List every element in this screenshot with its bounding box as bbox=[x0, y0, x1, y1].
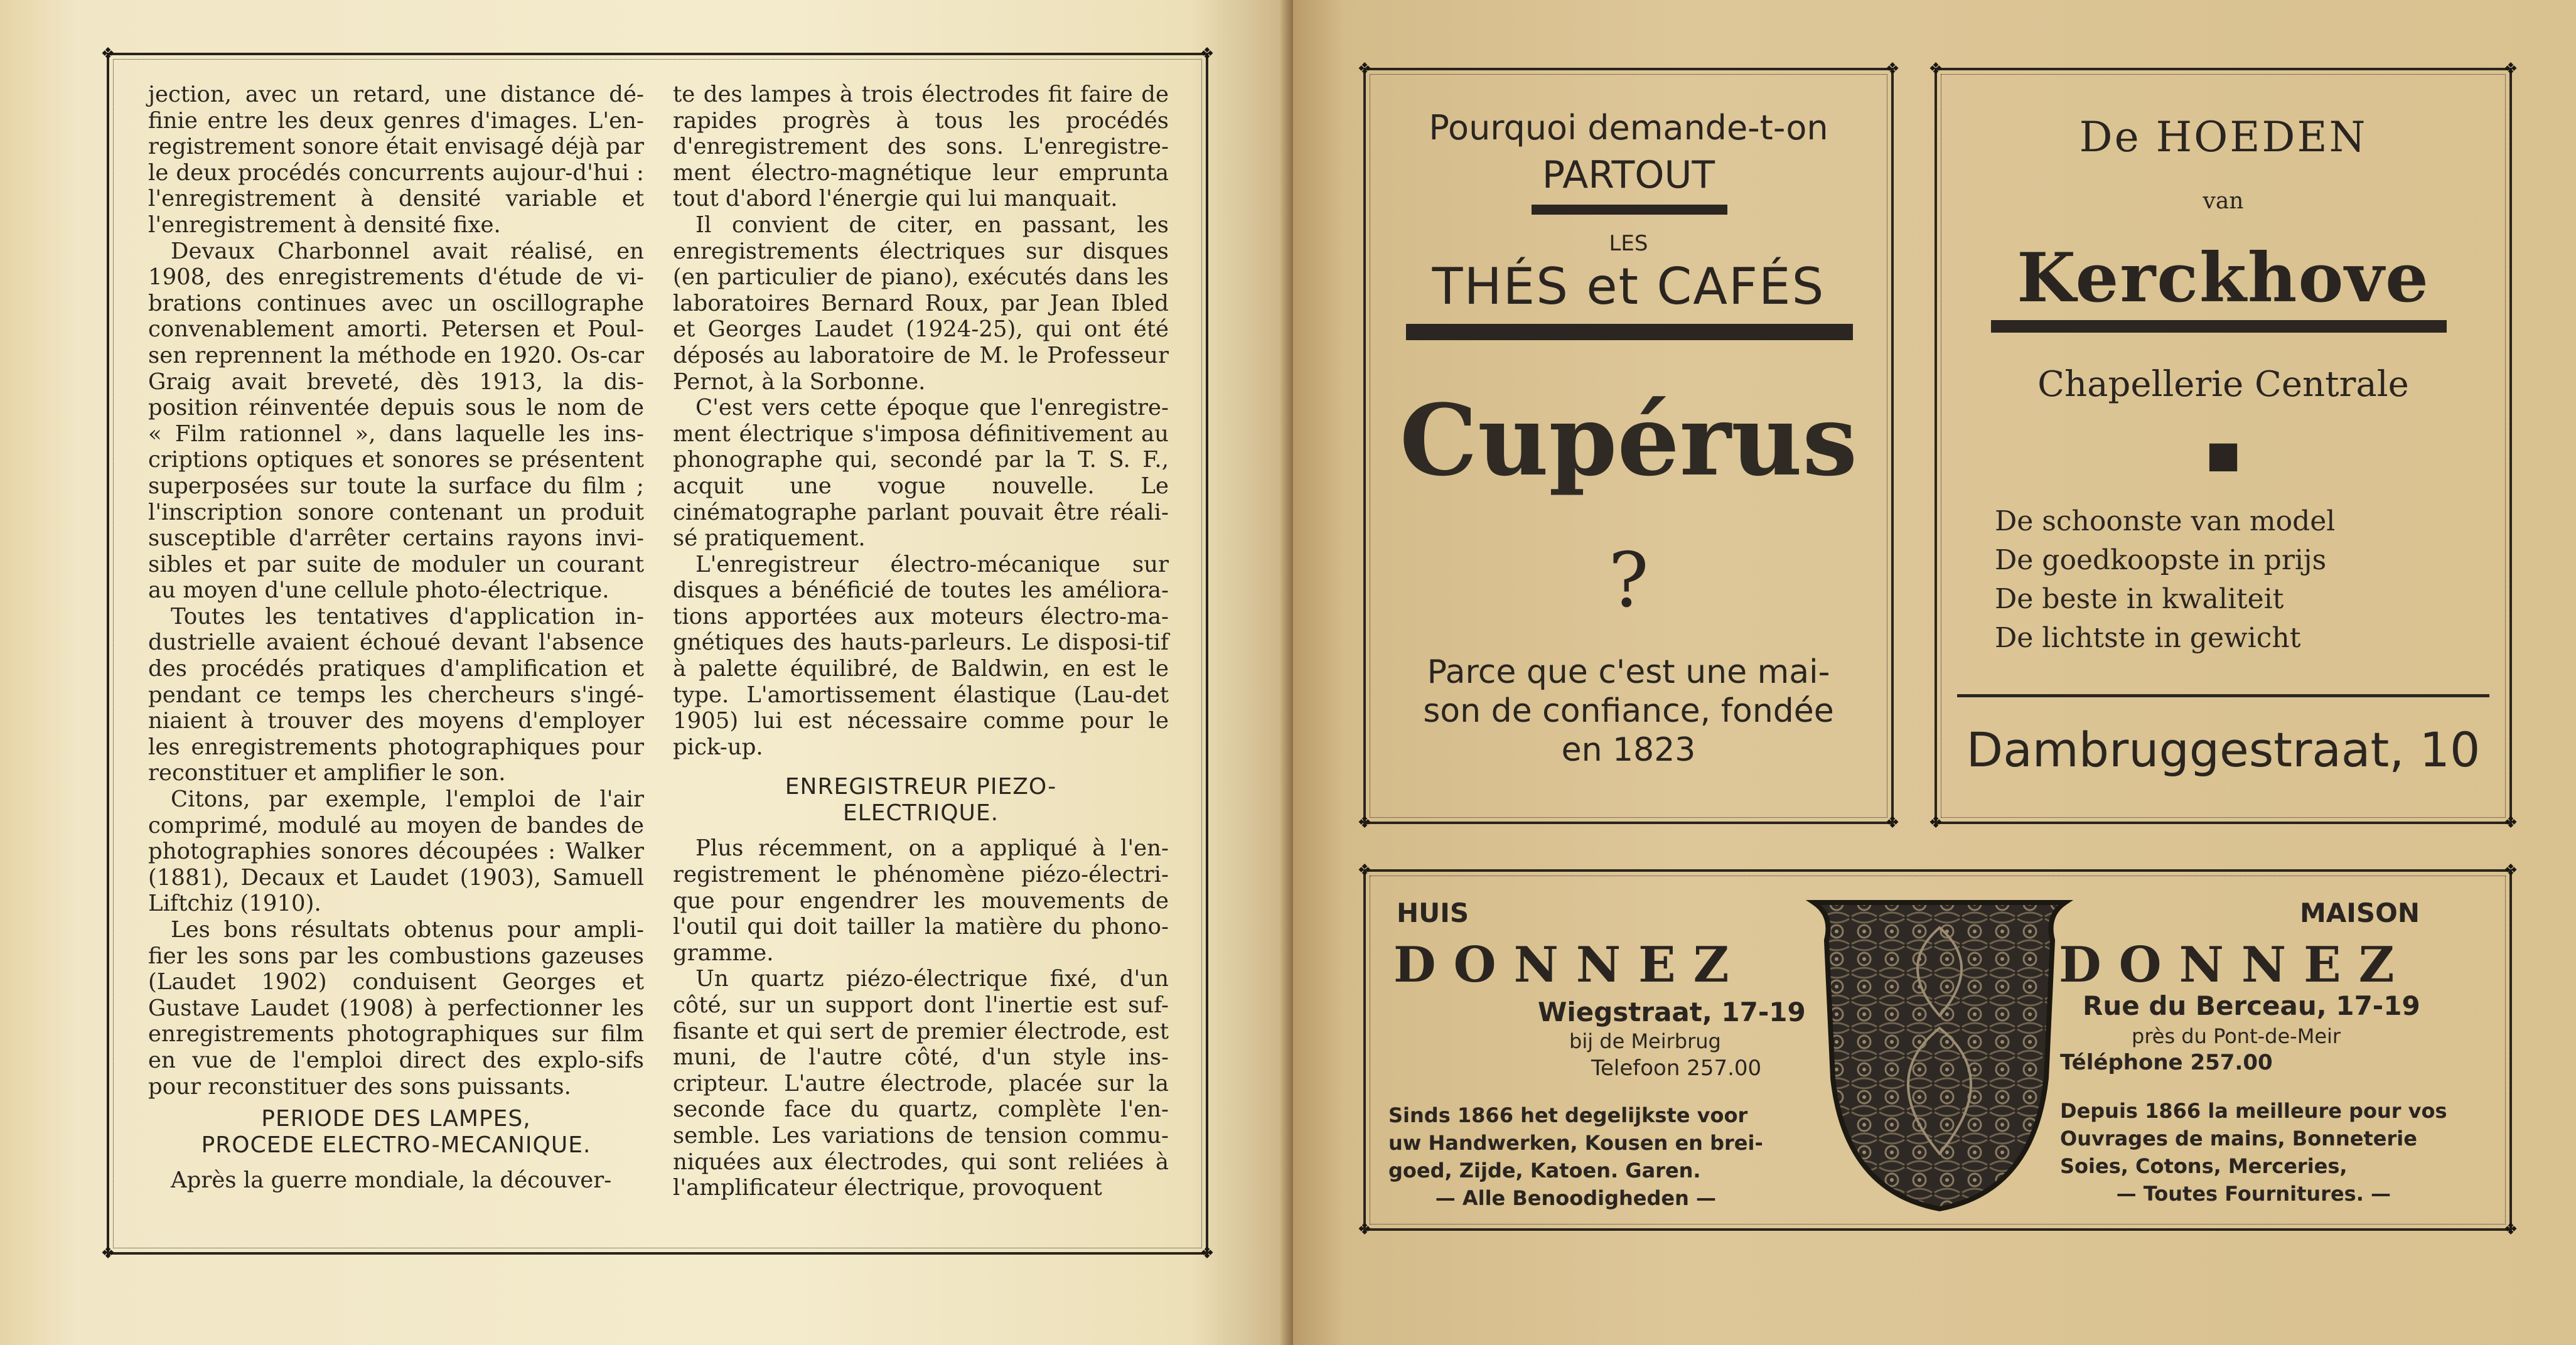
ad-kerckhove-brand: Kerckhove bbox=[2017, 238, 2430, 318]
ad-cuperus-thes: THÉS et CAFÉS bbox=[1432, 257, 1825, 316]
section-heading: ENREGISTREUR PIEZO- ELECTRIQUE. bbox=[785, 774, 1057, 827]
section-heading: PERIODE DES LAMPES, PROCEDE ELECTRO-MECANIQUE. bbox=[201, 1106, 591, 1159]
ornament-corner-icon: ❖ bbox=[2503, 1220, 2518, 1239]
ornament-corner-icon: ❖ bbox=[1357, 813, 1372, 832]
paragraph: Les bons résultats obtenus pour ampli-fier les sons par les combustions gazeuses (Laudet 1902) conduisent Georges et Gustave Laudet (1908) à perfectionner les enregistrements photographiques sur film en vue de l'emploi direct des explo-sifs pour reconstituer des sons puissants. bbox=[148, 917, 644, 1100]
paragraph: Il convient de citer, en passant, les enregistrements électriques sur disques (en particulier de piano), exécutés dans les laboratoires Bernard Roux, par Jean Ibled et Georges Laudet (1924-25), qui ont été déposés au laboratoire de M. le Professeur Pernot, à la Sorbonne. bbox=[673, 212, 1169, 395]
ad-kerckhove-subtitle: Chapellerie Centrale bbox=[2037, 364, 2409, 405]
ad-donnez-right-label: MAISON bbox=[2300, 898, 2420, 928]
ad-donnez-right-near: près du Pont-de-Meir bbox=[2132, 1024, 2341, 1048]
ad-kerckhove-features bbox=[1995, 502, 2335, 658]
ornament-corner-icon: ❖ bbox=[100, 1244, 115, 1263]
ad-cuperus-les: LES bbox=[1609, 231, 1648, 256]
rule bbox=[1406, 324, 1853, 340]
ad-donnez-left-brand: DONNEZ bbox=[1393, 936, 1747, 994]
ad-donnez-right-desc: Depuis 1866 la meilleure pour vos Ouvrages de mains, Bonneterie Soies, Cotons, Merceries, — Toutes Fournitures. — bbox=[2060, 1099, 2447, 1206]
lace-ornament-illustration bbox=[1795, 890, 2084, 1216]
ad-donnez-left-near: bij de Meirbrug bbox=[1569, 1029, 1721, 1053]
ornament-corner-icon: ❖ bbox=[1357, 1220, 1372, 1239]
ornament-corner-icon: ❖ bbox=[1357, 861, 1372, 880]
ad-donnez-left-street: Wiegstraat, 17-19 bbox=[1538, 997, 1806, 1027]
paragraph: Devaux Charbonnel avait réalisé, en 1908, des enregistrements d'étude de vi-brations continues avec un oscillographe convenablement amorti. Petersen et Poul-sen reprennent la méthode en 1920. Os-car Graig avait breveté, dès 1913, la dis-position réinventée depuis sous le nom de « Film rationnel », dans laquelle les ins-criptions optiques et sonores se présentent superposées sur toute la surface du film ; l'inscription sonore contenant un produit susceptible d'arrêter certains rayons invi-sibles et par suite de moduler un courant au moyen d'une cellule photo-électrique. bbox=[148, 238, 644, 604]
ad-donnez-left-desc: Sinds 1866 het degelijkste voor uw Handwerken, Kousen en brei- goed, Zijde, Katoen. Garen. — Alle Benoodigheden — bbox=[1388, 1103, 1763, 1210]
rule bbox=[1957, 694, 2489, 697]
paragraph: L'enregistreur électro-mécanique sur disques a bénéficié de toutes les améliora-tions apportées aux moteurs électro-ma-gnétiques des hauts-parleurs. Le disposi-tif à palette équilibré, de Baldwin, en est le type. L'amortissement élastique (Lau-det 1905) lui est nécessaire comme pour le pick-up. bbox=[673, 551, 1169, 760]
paragraph: Plus récemment, on a appliqué à l'en-registrement le phénomène piézo-électri-que pour engendrer les mouvements de l'outil qui doit tailler la matière du phono-gramme. bbox=[673, 835, 1169, 966]
ornament-corner-icon: ❖ bbox=[2503, 861, 2518, 880]
ornament-corner-icon: ❖ bbox=[1928, 813, 1943, 832]
ornament-corner-icon: ❖ bbox=[1928, 60, 1943, 78]
article-column-1 bbox=[148, 82, 644, 1194]
ornament-corner-icon: ❖ bbox=[1885, 60, 1900, 78]
ornament-corner-icon: ❖ bbox=[2503, 60, 2518, 78]
paragraph: C'est vers cette époque que l'enregistre-ment électrique s'imposa définitivement au phonographe qui, secondé par la T. S. F., acquit une vogue nouvelle. Le cinématographe parlant pouvait être réali-sé pratiquement. bbox=[673, 395, 1169, 552]
rule bbox=[1532, 205, 1727, 215]
ad-kerckhove-van: van bbox=[2203, 188, 2244, 214]
rule bbox=[1991, 320, 2447, 333]
paragraph: Toutes les tentatives d'application in-dustrielle avaient échoué devant l'absence des procédés pratiques d'amplification et pendant ce temps les chercheurs s'ingé-niaient à trouver des moyens d'employer les enregistrements photographiques pour reconstituer et amplifier le son. bbox=[148, 603, 644, 786]
feature-line: De goedkoopste in prijs bbox=[1995, 544, 2327, 576]
ornament-corner-icon: ❖ bbox=[1199, 45, 1215, 63]
ornament-corner-icon: ❖ bbox=[2503, 813, 2518, 832]
right-page bbox=[1293, 0, 2576, 1345]
ornament-corner-icon: ❖ bbox=[1357, 60, 1372, 78]
paragraph: Un quartz piézo-électrique fixé, d'un côté, sur un support dont l'inertie est suf-fisante et qui sert de premier électrode, est muni, de l'autre côté, d'un style ins-cripteur. L'autre électrode, placée sur la seconde face du quartz, complète l'en-semble. Les variations de tension commu-niquées aux électrodes, qui sont reliées à l'amplificateur électrique, provoquent bbox=[673, 966, 1169, 1201]
ornament-corner-icon: ❖ bbox=[1885, 813, 1900, 832]
paragraph: te des lampes à trois électrodes fit faire de rapides progrès à tous les procédés d'enregistrement des sons. L'enregistre-ment électro-magnétique leur emprunta tout d'abord l'énergie qui lui manquait. bbox=[673, 82, 1169, 212]
bullet-square-icon: ■ bbox=[2206, 433, 2241, 476]
ad-cuperus-question: Pourquoi demande-t-on bbox=[1429, 108, 1828, 147]
feature-line: De beste in kwaliteit bbox=[1995, 583, 2284, 615]
feature-line: De lichtste in gewicht bbox=[1995, 622, 2301, 654]
paragraph: jection, avec un retard, une distance dé-finie entre les deux genres d'images. L'en-registrement sonore était envisagé déjà par le deux procédés concurrents aujour-d'hui : l'enregistrement à densité variable et l'enregistrement à densité fixe. bbox=[148, 82, 644, 238]
ad-cuperus-tagline: Parce que c'est une mai- son de confiance, fondée en 1823 bbox=[1423, 653, 1834, 769]
ad-donnez-right-street: Rue du Berceau, 17-19 bbox=[2083, 990, 2420, 1021]
article-column-2 bbox=[673, 82, 1169, 1201]
feature-line: De schoonste van model bbox=[1995, 505, 2336, 537]
ad-donnez-right-brand: DONNEZ bbox=[2059, 936, 2412, 994]
ad-kerckhove-hoeden: De HOEDEN bbox=[2079, 113, 2368, 161]
ad-kerckhove-address: Dambruggestraat, 10 bbox=[1966, 722, 2481, 778]
ad-donnez-right-phone: Téléphone 257.00 bbox=[2060, 1050, 2273, 1075]
ad-donnez-left-label: HUIS bbox=[1397, 898, 1469, 928]
ad-cuperus-question-mark: ? bbox=[1608, 537, 1649, 624]
paragraph: Après la guerre mondiale, la découver- bbox=[171, 1167, 612, 1194]
ad-donnez-left-phone: Telefoon 257.00 bbox=[1591, 1056, 1762, 1081]
ornament-corner-icon: ❖ bbox=[1199, 1244, 1215, 1263]
ad-cuperus-brand: Cupérus bbox=[1399, 383, 1858, 498]
paragraph: Citons, par exemple, l'emploi de l'air comprimé, modulé au moyen de bandes de photographies sonores découpées : Walker (1881), Decaux et Laudet (1903), Samuell Liftchiz (1910). bbox=[148, 786, 644, 917]
ornament-corner-icon: ❖ bbox=[100, 45, 115, 63]
ad-cuperus-partout: PARTOUT bbox=[1542, 153, 1715, 197]
